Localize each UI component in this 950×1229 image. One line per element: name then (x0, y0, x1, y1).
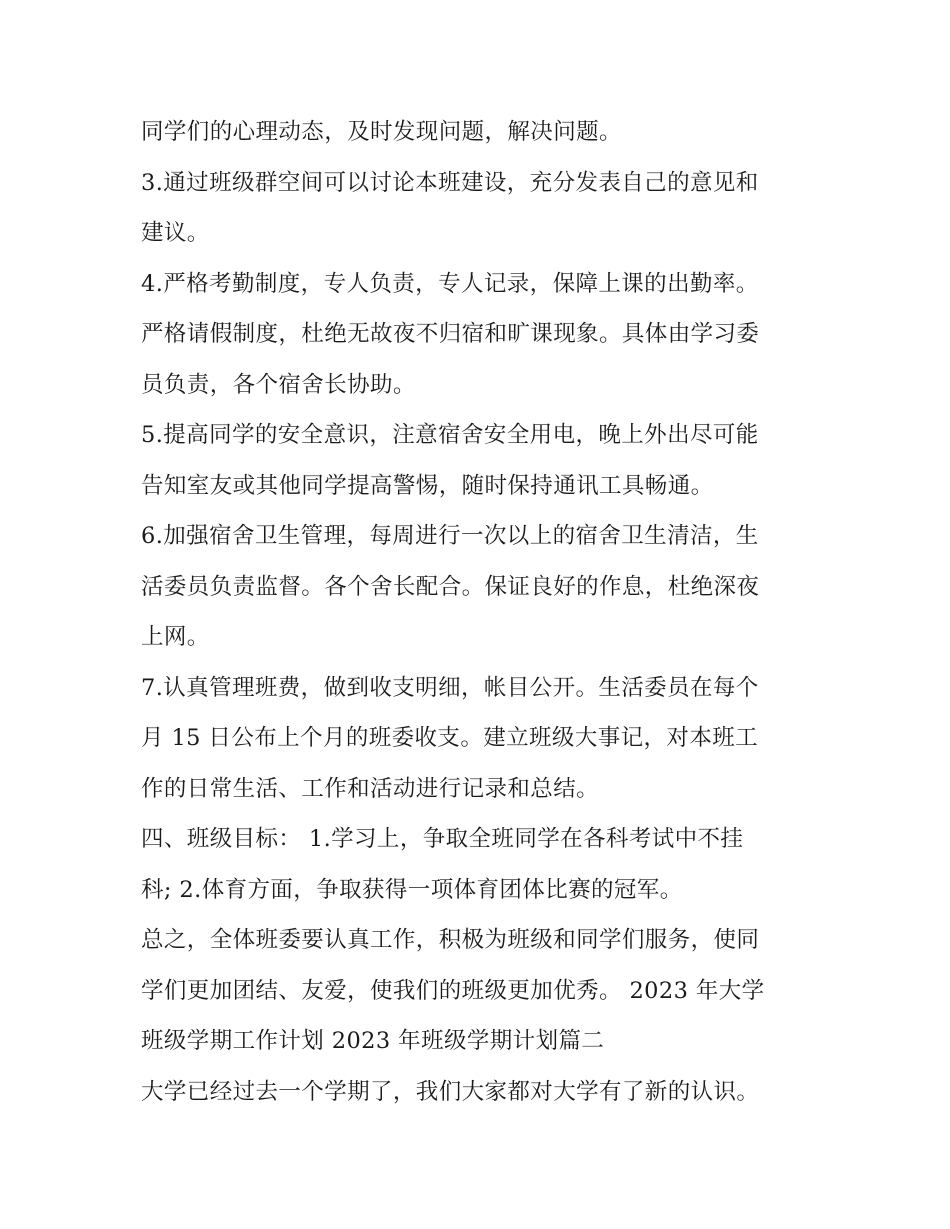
text-line: 同学们的心理动态，及时发现问题，解决问题。 (141, 119, 622, 145)
text-line: 学们更加团结、友爱，使我们的班级更加优秀。 2023 年大学 (141, 977, 765, 1004)
text-line: 四、班级目标： 1.学习上，争取全班同学在各科考试中不挂 (141, 826, 744, 852)
text-line: 7.认真管理班费，做到收支明细，帐目公开。生活委员在每个 (141, 674, 759, 701)
text-line: 上网。 (141, 624, 210, 650)
text-line: 员负责，各个宿舍长协助。 (141, 371, 416, 398)
text-line: 月 15 日公布上个月的班委收支。建立班级大事记，对本班工 (141, 725, 759, 751)
text-line: 总之，全体班委要认真工作，积极为班级和同学们服务，使同 (141, 927, 760, 953)
text-line: 3.通过班级群空间可以讨论本班建设，充分发表自己的意见和 (141, 169, 759, 196)
text-line: 作的日常生活、工作和活动进行记录和总结。 (141, 775, 600, 802)
text-line: 班级学期工作计划 2023 年班级学期计划篇二 (141, 1028, 605, 1054)
text-line: 大学已经过去一个学期了，我们大家都对大学有了新的认识。 (141, 1078, 760, 1105)
text-line: 4.严格考勤制度，专人负责，专人记录，保障上课的出勤率。 (141, 270, 759, 297)
text-line: 科; 2.体育方面，争取获得一项体育团体比赛的冠军。 (141, 876, 683, 903)
text-line: 严格请假制度，杜绝无故夜不归宿和旷课现象。具体由学习委 (141, 321, 760, 347)
text-line: 告知室友或其他同学提高警惕，随时保持通讯工具畅通。 (141, 472, 714, 499)
text-line: 6.加强宿舍卫生管理，每周进行一次以上的宿舍卫生清洁，生 (141, 523, 759, 549)
document-body (141, 107, 821, 1117)
text-line: 建议。 (141, 220, 210, 246)
text-line: 活委员负责监督。各个舍长配合。保证良好的作息，杜绝深夜 (141, 573, 760, 600)
text-line: 5.提高同学的安全意识，注意宿舍安全用电，晚上外出尽可能 (141, 422, 759, 448)
